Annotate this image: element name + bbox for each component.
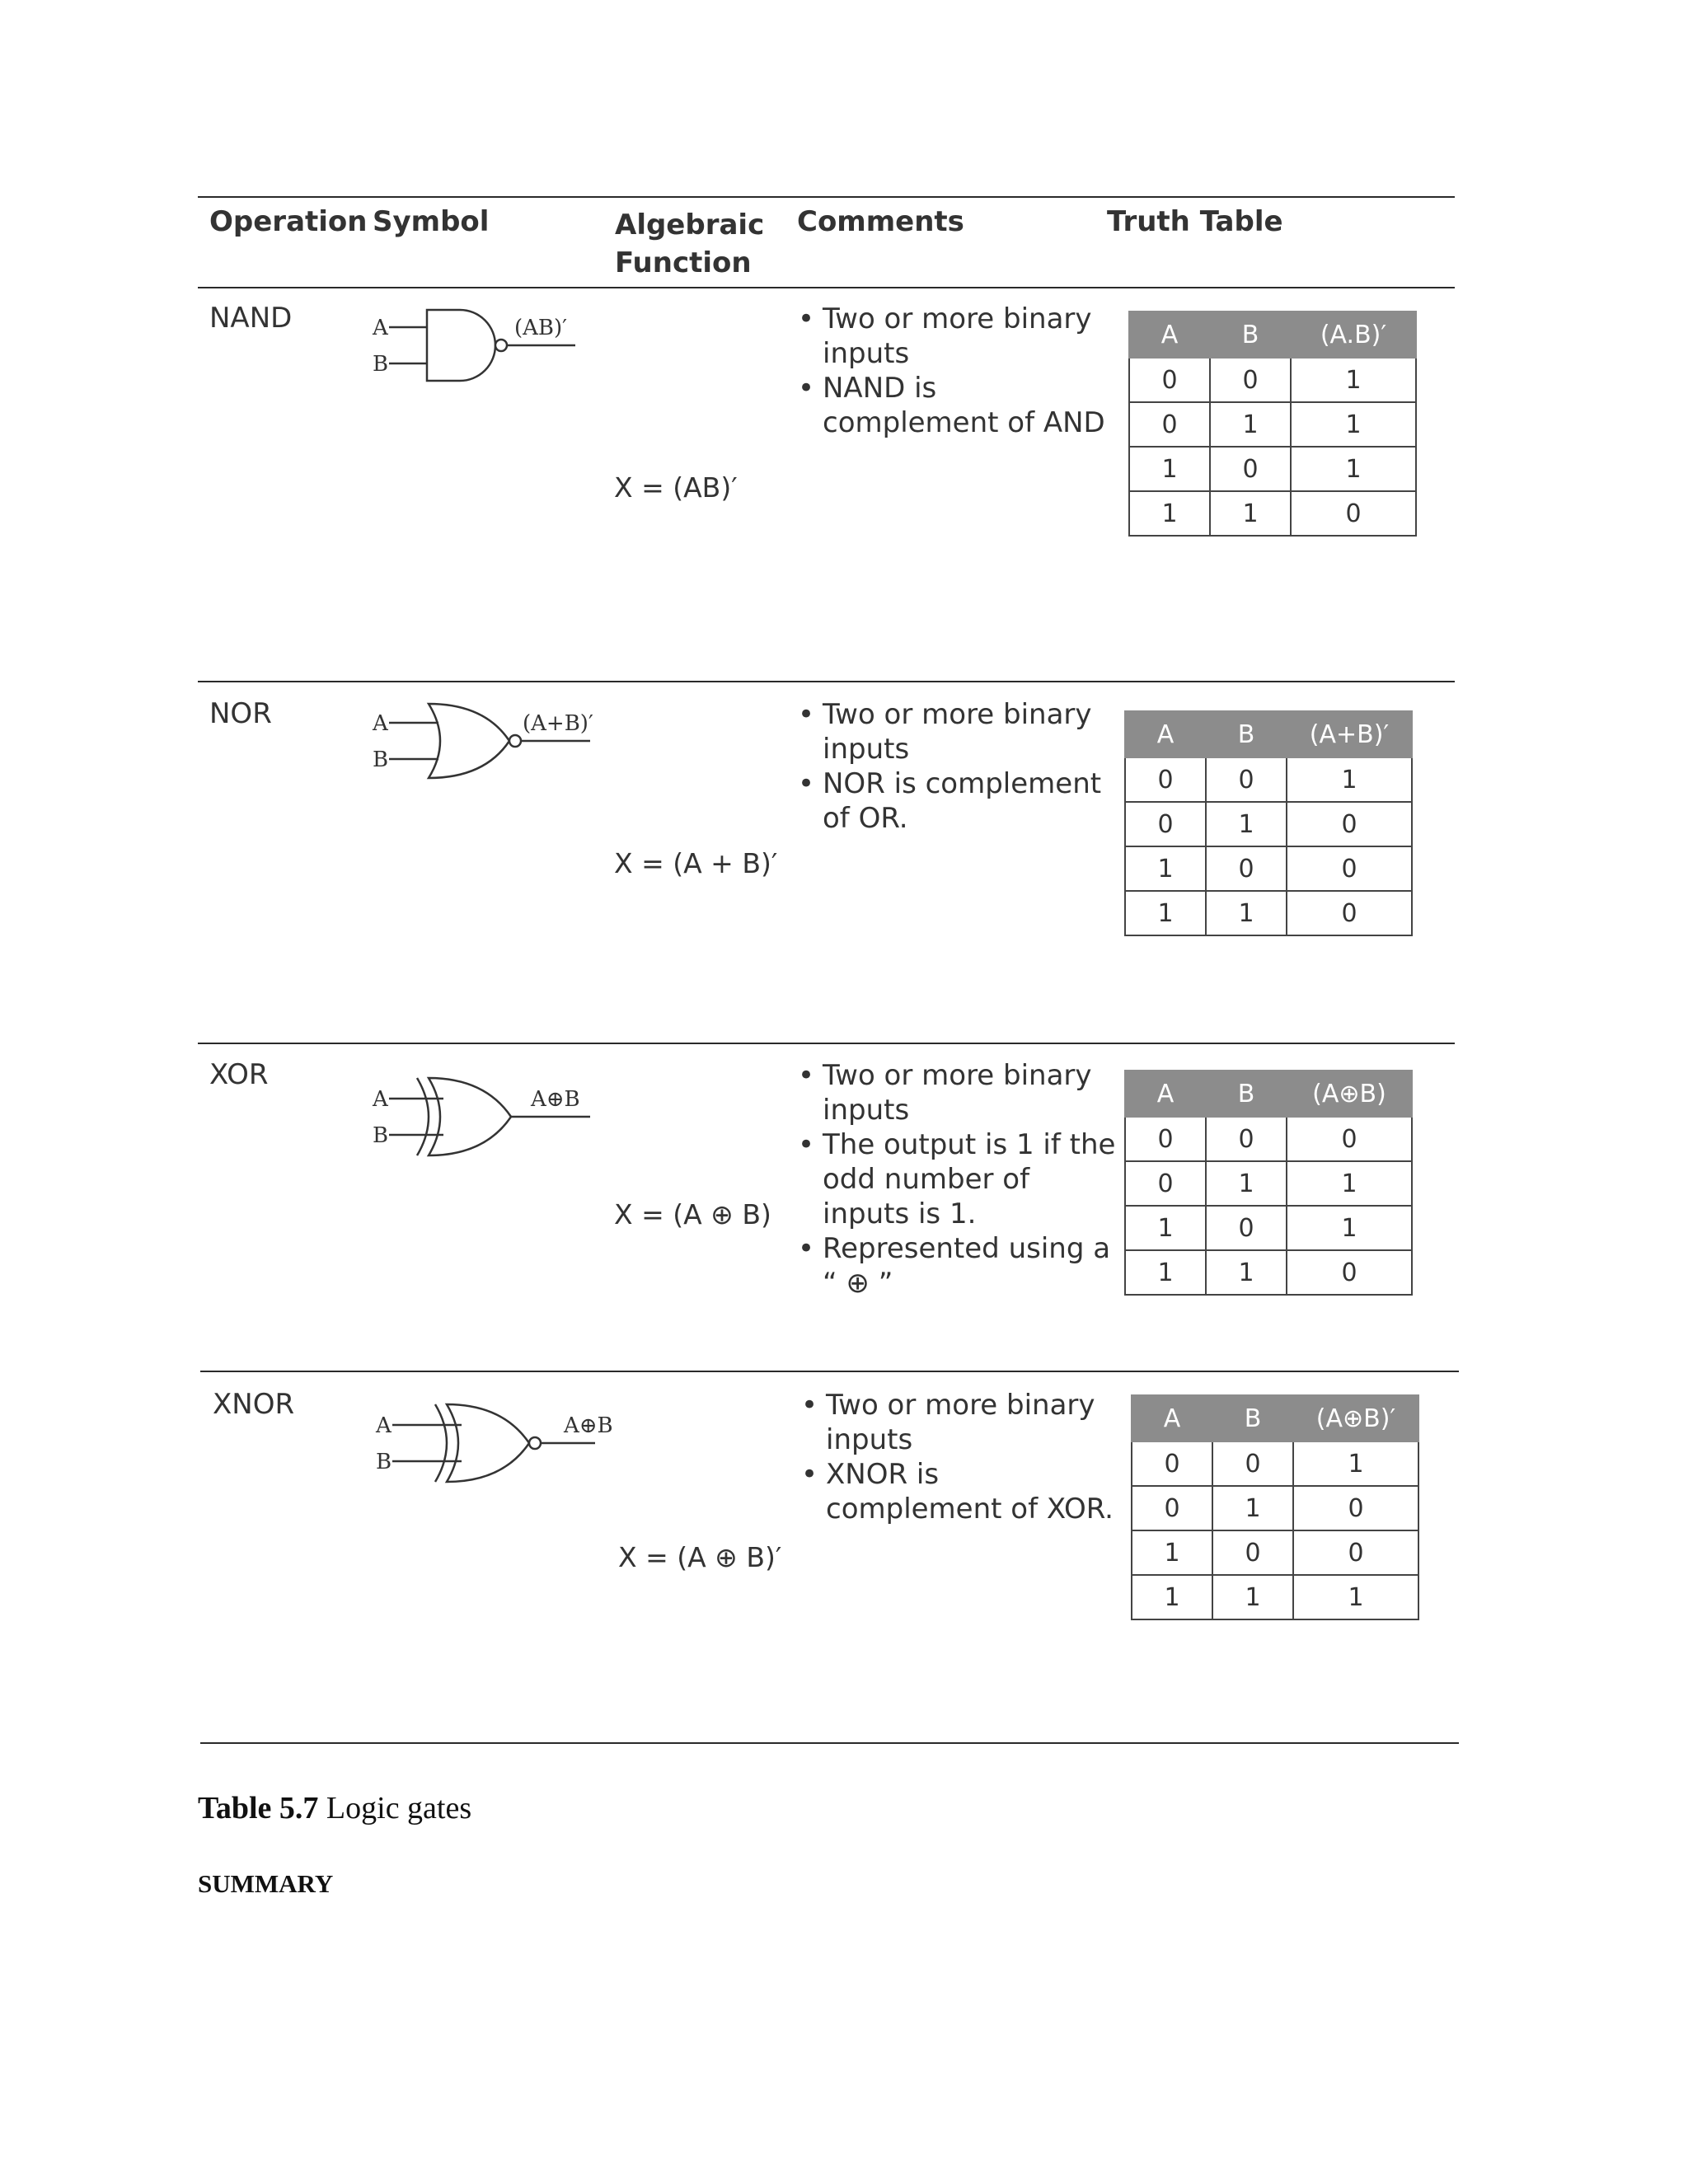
truth-table-cell: 1: [1210, 402, 1291, 447]
header-bottom-rule: [198, 287, 1455, 288]
truth-table-row: [1129, 491, 1416, 536]
truth-table-header: (A⊕B): [1287, 1071, 1412, 1117]
truth-table-cell: 1: [1206, 1161, 1287, 1206]
truth-table-header: A: [1132, 1395, 1212, 1441]
gate-input-label-a: A: [376, 1413, 392, 1438]
truth-table-cell: 0: [1287, 1250, 1412, 1295]
gate-input-label-a: A: [373, 316, 388, 340]
algebraic-function: X = (AB)′: [614, 471, 738, 504]
gate-input-label-b: B: [376, 1450, 392, 1474]
comment-item: • Two or more binary inputs: [823, 1058, 1119, 1127]
truth-table-cell: 0: [1287, 802, 1412, 846]
truth-table-cell: 1: [1125, 1250, 1206, 1295]
truth-table-cell: 1: [1129, 447, 1210, 491]
truth-table-cell: 0: [1125, 1117, 1206, 1161]
truth-table-cell: 1: [1293, 1575, 1418, 1619]
truth-table-cell: 1: [1287, 757, 1412, 802]
gate-output-label: (AB)′: [514, 316, 568, 340]
header-symbol: Symbol: [373, 205, 490, 238]
algebraic-function: X = (A ⊕ B): [614, 1198, 771, 1230]
truth-table-row: [1129, 358, 1416, 402]
truth-table-row: [1125, 891, 1412, 935]
gate-output-label: (A+B)′: [523, 711, 593, 736]
truth-table-row: [1132, 1575, 1418, 1619]
truth-table-header: (A.B)′: [1291, 312, 1416, 358]
truth-table-cell: 1: [1210, 491, 1291, 536]
gate-input-label-b: B: [373, 1123, 389, 1148]
truth-table-cell: 0: [1125, 802, 1206, 846]
header-comments: Comments: [797, 205, 964, 238]
truth-table-cell: 1: [1129, 491, 1210, 536]
truth-table-cell: 0: [1212, 1530, 1293, 1575]
truth-table-row: [1125, 1117, 1412, 1161]
truth-table-cell: 0: [1206, 1117, 1287, 1161]
truth-table-row: [1132, 1486, 1418, 1530]
truth-table-cell: 0: [1206, 846, 1287, 891]
truth-table: [1124, 710, 1413, 936]
comment-item: • Two or more binary inputs: [826, 1388, 1123, 1457]
operation-name: NAND: [209, 302, 293, 335]
truth-table-cell: 0: [1129, 358, 1210, 402]
truth-table-cell: 0: [1125, 757, 1206, 802]
truth-table-row: [1129, 447, 1416, 491]
truth-table-cell: 1: [1287, 1161, 1412, 1206]
truth-table-cell: 1: [1287, 1206, 1412, 1250]
algebraic-function: X = (A + B)′: [614, 847, 778, 879]
truth-table-cell: 0: [1293, 1530, 1418, 1575]
gate-input-label-a: A: [373, 1087, 388, 1112]
comments-list: [795, 697, 1119, 836]
truth-table: [1124, 1070, 1413, 1296]
truth-table-row: [1132, 1441, 1418, 1486]
truth-table-cell: 0: [1287, 846, 1412, 891]
table-caption: [198, 1790, 471, 1826]
nand-gate-symbol: [369, 298, 592, 389]
truth-table-cell: 0: [1125, 1161, 1206, 1206]
header-operation: Operation: [209, 205, 368, 238]
table-top-rule: [198, 196, 1455, 198]
gate-input-label-a: A: [373, 711, 388, 736]
truth-table-header: (A⊕B)′: [1293, 1395, 1418, 1441]
truth-table-cell: 1: [1132, 1530, 1212, 1575]
truth-table-header: B: [1210, 312, 1291, 358]
nor-gate-symbol: [369, 694, 608, 785]
row-divider-xnor: [200, 1371, 1459, 1372]
truth-table-cell: 0: [1291, 491, 1416, 536]
comments-list: [795, 1058, 1119, 1301]
truth-table-row: [1132, 1530, 1418, 1575]
xnor-gate-symbol: [373, 1390, 628, 1488]
table-caption-label: Table 5.7: [198, 1791, 319, 1825]
truth-table-header: A: [1125, 1071, 1206, 1117]
truth-table-cell: 0: [1210, 447, 1291, 491]
truth-table-header: B: [1206, 1071, 1287, 1117]
truth-table-cell: 0: [1129, 402, 1210, 447]
gate-input-label-b: B: [373, 352, 389, 377]
truth-table-row: [1125, 1206, 1412, 1250]
truth-table-header: A: [1125, 711, 1206, 757]
truth-table-cell: 0: [1206, 757, 1287, 802]
comment-item: • Two or more binary inputs: [823, 697, 1119, 766]
truth-table-cell: 0: [1132, 1486, 1212, 1530]
truth-table-cell: 1: [1125, 891, 1206, 935]
truth-table-cell: 0: [1287, 1117, 1412, 1161]
truth-table-cell: 1: [1293, 1441, 1418, 1486]
table-caption-text: Logic gates: [318, 1791, 472, 1825]
truth-table-cell: 0: [1287, 891, 1412, 935]
truth-table-cell: 1: [1206, 891, 1287, 935]
comment-item: • XNOR is complement of XOR.: [826, 1457, 1123, 1526]
gate-output-label: A⊕B: [564, 1413, 613, 1438]
comment-item: • Two or more binary inputs: [823, 302, 1119, 371]
comment-item: • Represented using a “ ⊕ ”: [823, 1231, 1119, 1301]
table-bottom-rule: [200, 1742, 1459, 1744]
truth-table-row: [1129, 402, 1416, 447]
truth-table-row: [1125, 1161, 1412, 1206]
truth-table-header: A: [1129, 312, 1210, 358]
truth-table-cell: 1: [1212, 1486, 1293, 1530]
header-algebraic-function: Algebraic Function: [615, 209, 765, 279]
summary-heading: SUMMARY: [198, 1869, 334, 1898]
comment-item: • NOR is complement of OR.: [823, 766, 1119, 836]
gate-input-label-b: B: [373, 748, 389, 772]
xor-gate-symbol: [369, 1063, 608, 1162]
truth-table-cell: 0: [1210, 358, 1291, 402]
truth-table-row: [1125, 846, 1412, 891]
truth-table-cell: 1: [1291, 447, 1416, 491]
header-truth-table: Truth Table: [1107, 205, 1283, 238]
comments-list: [798, 1388, 1123, 1526]
truth-table-cell: 0: [1206, 1206, 1287, 1250]
truth-table-row: [1125, 802, 1412, 846]
operation-name: XNOR: [213, 1388, 295, 1421]
truth-table-cell: 1: [1132, 1575, 1212, 1619]
truth-table-header: (A+B)′: [1287, 711, 1412, 757]
truth-table-cell: 1: [1291, 402, 1416, 447]
truth-table: [1128, 311, 1417, 537]
truth-table-row: [1125, 757, 1412, 802]
truth-table: [1131, 1394, 1419, 1620]
operation-name: NOR: [209, 697, 272, 730]
gate-output-label: A⊕B: [531, 1087, 580, 1112]
truth-table-cell: 1: [1291, 358, 1416, 402]
truth-table-cell: 1: [1206, 1250, 1287, 1295]
truth-table-cell: 1: [1212, 1575, 1293, 1619]
truth-table-header: B: [1206, 711, 1287, 757]
truth-table-cell: 1: [1125, 1206, 1206, 1250]
truth-table-row: [1125, 1250, 1412, 1295]
row-divider-xor: [198, 1043, 1455, 1044]
truth-table-cell: 0: [1132, 1441, 1212, 1486]
truth-table-cell: 1: [1125, 846, 1206, 891]
truth-table-cell: 0: [1212, 1441, 1293, 1486]
comment-item: • NAND is complement of AND: [823, 371, 1119, 440]
row-divider-nor: [198, 681, 1455, 682]
comment-item: • The output is 1 if the odd number of inputs is 1.: [823, 1127, 1119, 1231]
comments-list: [795, 302, 1119, 440]
truth-table-cell: 1: [1206, 802, 1287, 846]
operation-name: XOR: [209, 1058, 269, 1091]
truth-table-header: B: [1212, 1395, 1293, 1441]
truth-table-cell: 0: [1293, 1486, 1418, 1530]
algebraic-function: X = (A ⊕ B)′: [618, 1541, 782, 1573]
